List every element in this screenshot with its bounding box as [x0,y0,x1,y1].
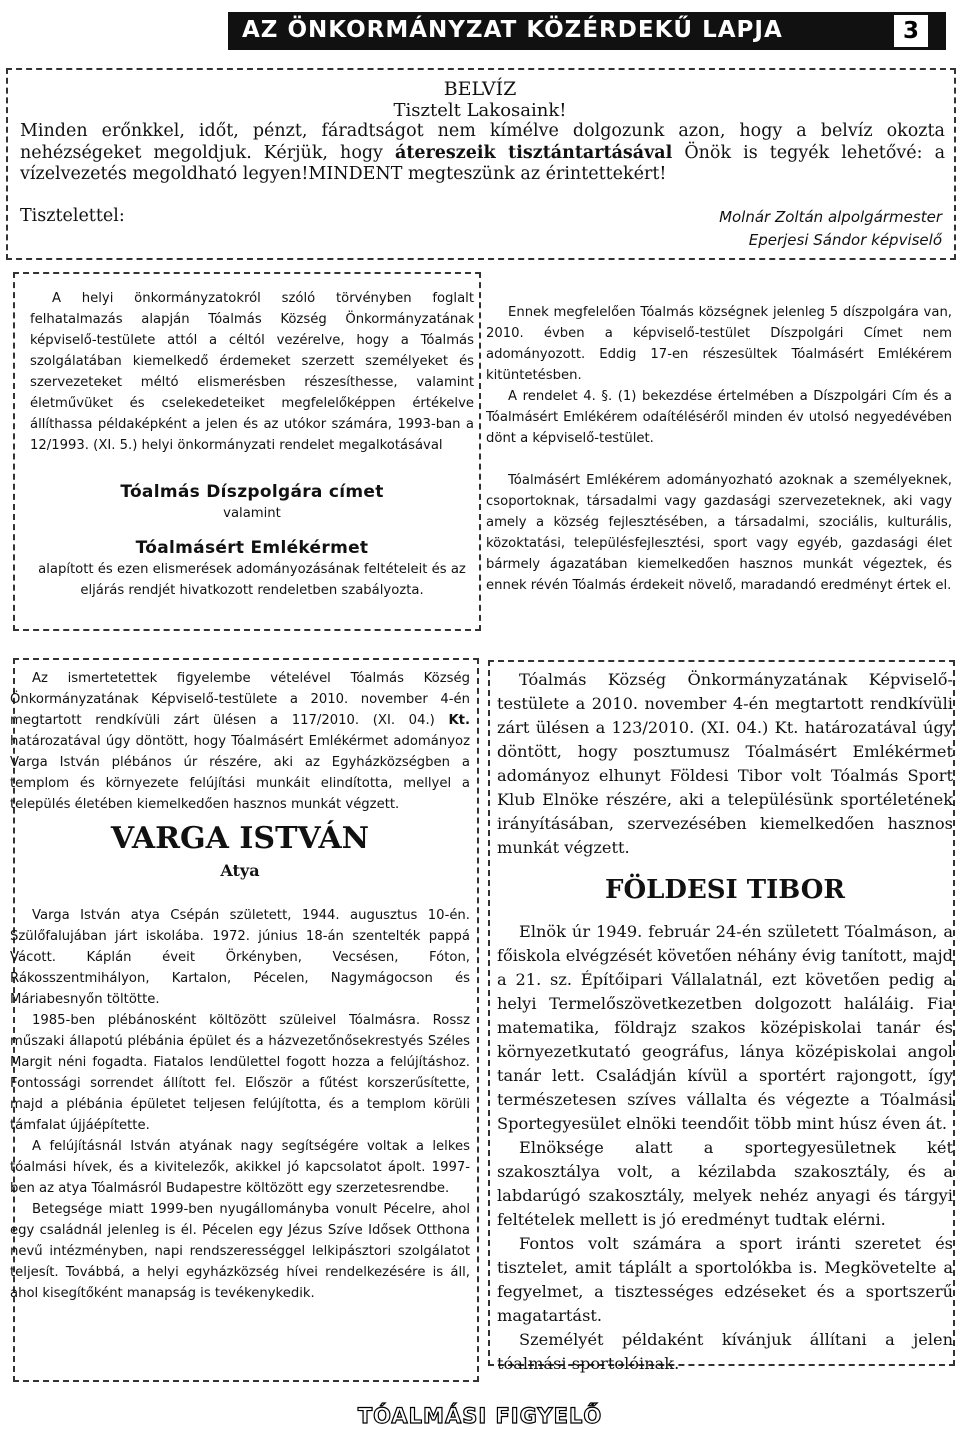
varga-intro [10,668,470,815]
award-regulation-intro: A helyi önkormányzatokról szóló törvényben foglalt felhatalmazás alapján Tóalmás Község Önkormányzatának képviselő-testülete attól a céltól vezérelve, hogy a Tóalmás szolgálatában kiemelkedő érdemeket szerzett személyeket és szervezeteket méltó elismerésben részesíthesse, valamint életművüket és cselekedeteiket megfelelőképpen értékelve állíthassa példaképként a jelen és az utókor számára, 1993-ban a 12/1993. (XI. 5.) helyi önkormányzati rendelet megalkotásával [30,291,474,453]
belviz-body [20,121,945,186]
belviz-signature-1: Molnár Zoltán alpolgármester [719,208,942,226]
varga-name-heading: VARGA ISTVÁN [110,821,370,856]
award-info-column [486,302,952,596]
foldesi-intro: Tóalmás Község Önkormányzatának Képviselő-testülete a 2010. november 4-én megtartott rendkívüli zárt ülésen a 123/2010. (XI. 04.) Kt. határozatával úgy döntött, hogy posztumusz Tóalmásért Emlékérmet adományoz elhunyt Földesi Tibor volt Tóalmás Sport Klub Elnöke részére, aki a településünk sportéletének irányításában, szervezésében kiemelkedően hasznos munkát végzett. [497,670,953,857]
award-regulation-column [30,288,474,601]
award-regulation-closing: alapított és ezen elismerések adományozásának feltételeit és az eljárás rendjét hivatkozott rendeletben szabályozta. [38,562,466,598]
foldesi-paragraph-4: Személyét példaként kívánjuk állítani a jelen tóalmási sportolóinak. [497,1330,953,1373]
award-info-paragraph-3: Tóalmásért Emlékérem adományozható azoknak a személyeknek, csoportoknak, társadalmi vagy gazdasági szervezeteknek, aki vagy amely a község fejlesztésében, a társadalmi, szociális, kulturális, közoktatási, településfejlesztési, sport vagy egyéb, gazdasági élet bármely ágazatában kiemelkedően hasznos munkát végeztek, és ennek révén Tóalmás érdekeit növelő, maradandó eredményt értek el. [486,473,952,593]
varga-paragraph-3: A felújításnál István atyának nagy segítségére voltak a lelkes tóalmási hívek, és a kivitelezők, akikkel jó kapcsolatot ápolt. 1997-ben az atya Tóalmásról Budapestre költözött egy szerzetesrendbe. [10,1139,470,1196]
foldesi-name-heading: FÖLDESI TIBOR [605,875,845,905]
foldesi-paragraph-3: Fontos volt számára a sport iránti szeretet és tisztelet, amit táplált a sportolókba is. Megkövetelte a fegyelmet, a tisztességes edzéseket és a sportszerű magatartást. [497,1234,953,1325]
belviz-subtitle: Tisztelt Lakosaink! [393,100,567,121]
varga-intro-text-1: Az ismertetettek figyelembe vételével Tóalmás Község Önkormányzatának Képviselő-testülete a 2010. november 4-én megtartott rendkívüli zárt ülésen a 117/2010. (XI. 04.) [10,671,470,728]
belviz-title: BELVÍZ [443,78,517,100]
belviz-greeting: Tisztelettel: [20,206,125,226]
page-number: 3 [894,15,928,47]
award-title-citizenship: Tóalmás Díszpolgára címet [120,482,384,502]
belviz-signature-2: Eperjesi Sándor képviselő [748,231,942,249]
varga-paragraph-2: 1985-ben plébánosként költözött szüleivel Tóalmásra. Rossz műszaki állapotú plébánia épület és a házvezetőnősekrestyés Széles Margit néni fogadta. Fiatalos lendülettel fogott hozza a felújításhoz. Fontossági sorrendet állított fel. Először a fűtést korszerűsítette, majd a plébánia épületet teljesen felújította, és a templom körüli támfalat újjáépítette. [10,1013,470,1133]
belviz-body-text-1: Minden erőnkkel, időt, pénzt, fáradtságot nem kímélve dolgozunk azon, hogy a belvíz okozta nehézségeket megoldjuk. Kérjük, hogy [20,121,945,163]
varga-paragraph-4: Betegsége miatt 1999-ben nyugállományba vonult Pécelre, ahol egy családnál jelenleg is él. Pécelen egy Jézus Szíve Idősek Otthona nevű intézményben, napi rendszerességgel lelkipásztori szolgálatot teljesít. Továbbá, a helyi egyházközség hívei rendelkezésére is áll, ahol kisegítőként manapság is tevékenykedik. [10,1202,470,1301]
award-title-medal: Tóalmásért Emlékérmet [135,538,369,558]
varga-intro-text-2: határozatával úgy döntött, hogy Tóalmásért Emlékérmet adományoz Varga István plébános úr részére, aki az Egyházközségben a templom és környezete felújítási munkáit elindította, mellyel a település életében kiemelkedően hasznos munkát végzett. [10,734,470,812]
varga-intro-emphasis: Kt. [448,713,470,728]
belviz-body-emphasis: átereszeik tisztántartásával [395,142,673,163]
varga-role: Atya [220,861,260,880]
header-title: AZ ÖNKORMÁNYZAT KÖZÉRDEKŰ LAPJA [242,17,783,43]
footer-masthead: TÓALMÁSI FIGYELŐ [357,1404,603,1428]
belviz-body-text-2: Önök is tegyék lehetővé: a vízelvezetés megoldható legyen!MINDENT megteszünk az érintettekért! [20,142,945,184]
varga-article-column [10,668,470,1304]
foldesi-article-column [497,668,953,1376]
foldesi-paragraph-1: Elnök úr 1949. február 24-én született Tóalmáson, a főiskola elvégzését követően néhány évig tanított, majd a 21. sz. Építőipari Vállalatnál, ezt követően pedig a helyi Termelőszövetkezetben dolgozott haláláig. Fia matematika, földrajz szakos középiskolai tanár és környezetkutató geográfus, lánya középiskolai angol tanár lett. Családján kívül a sportért rajongott, így természetesen szíves vállalta és végezte a Tóalmási Sportegyesület elnöki teendőit több mint húsz éven át. [497,922,953,1133]
varga-paragraph-1: Varga István atya Csépán született, 1944. augusztus 10-én. Szülőfalujában járt iskolába. 1972. június 18-án szentelték pappá Vácott. Káplán éveit Örkényben, Vecsésen, Fóton, Rákosszentmihályon, Kartalon, Pécelen, Nagymágocson és Máriabesnyőn töltötte. [10,908,470,1007]
award-connector: valamint [223,506,281,521]
award-info-paragraph-1: Ennek megfelelően Tóalmás községnek jelenleg 5 díszpolgára van, 2010. évben a képviselő-testület Díszpolgári Címet nem adományozott. Eddig 17-en részesültek Tóalmásért Emlékérem kitüntetésben. [486,305,952,383]
award-info-paragraph-2: A rendelet 4. §. (1) bekezdése értelmében a Díszpolgári Cím és a Tóalmásért Emlékérem odaítéléséről minden év utolsó negyedévében dönt a képviselő-testület. [486,389,952,446]
foldesi-paragraph-2: Elnöksége alatt a sportegyesületnek két szakosztálya volt, a kézilabda szakosztály, és a labdarúgó szakosztály, melyek nehéz anyagi és tárgyi feltételek mellett is jó eredményt tudtak elérni. [497,1138,953,1229]
